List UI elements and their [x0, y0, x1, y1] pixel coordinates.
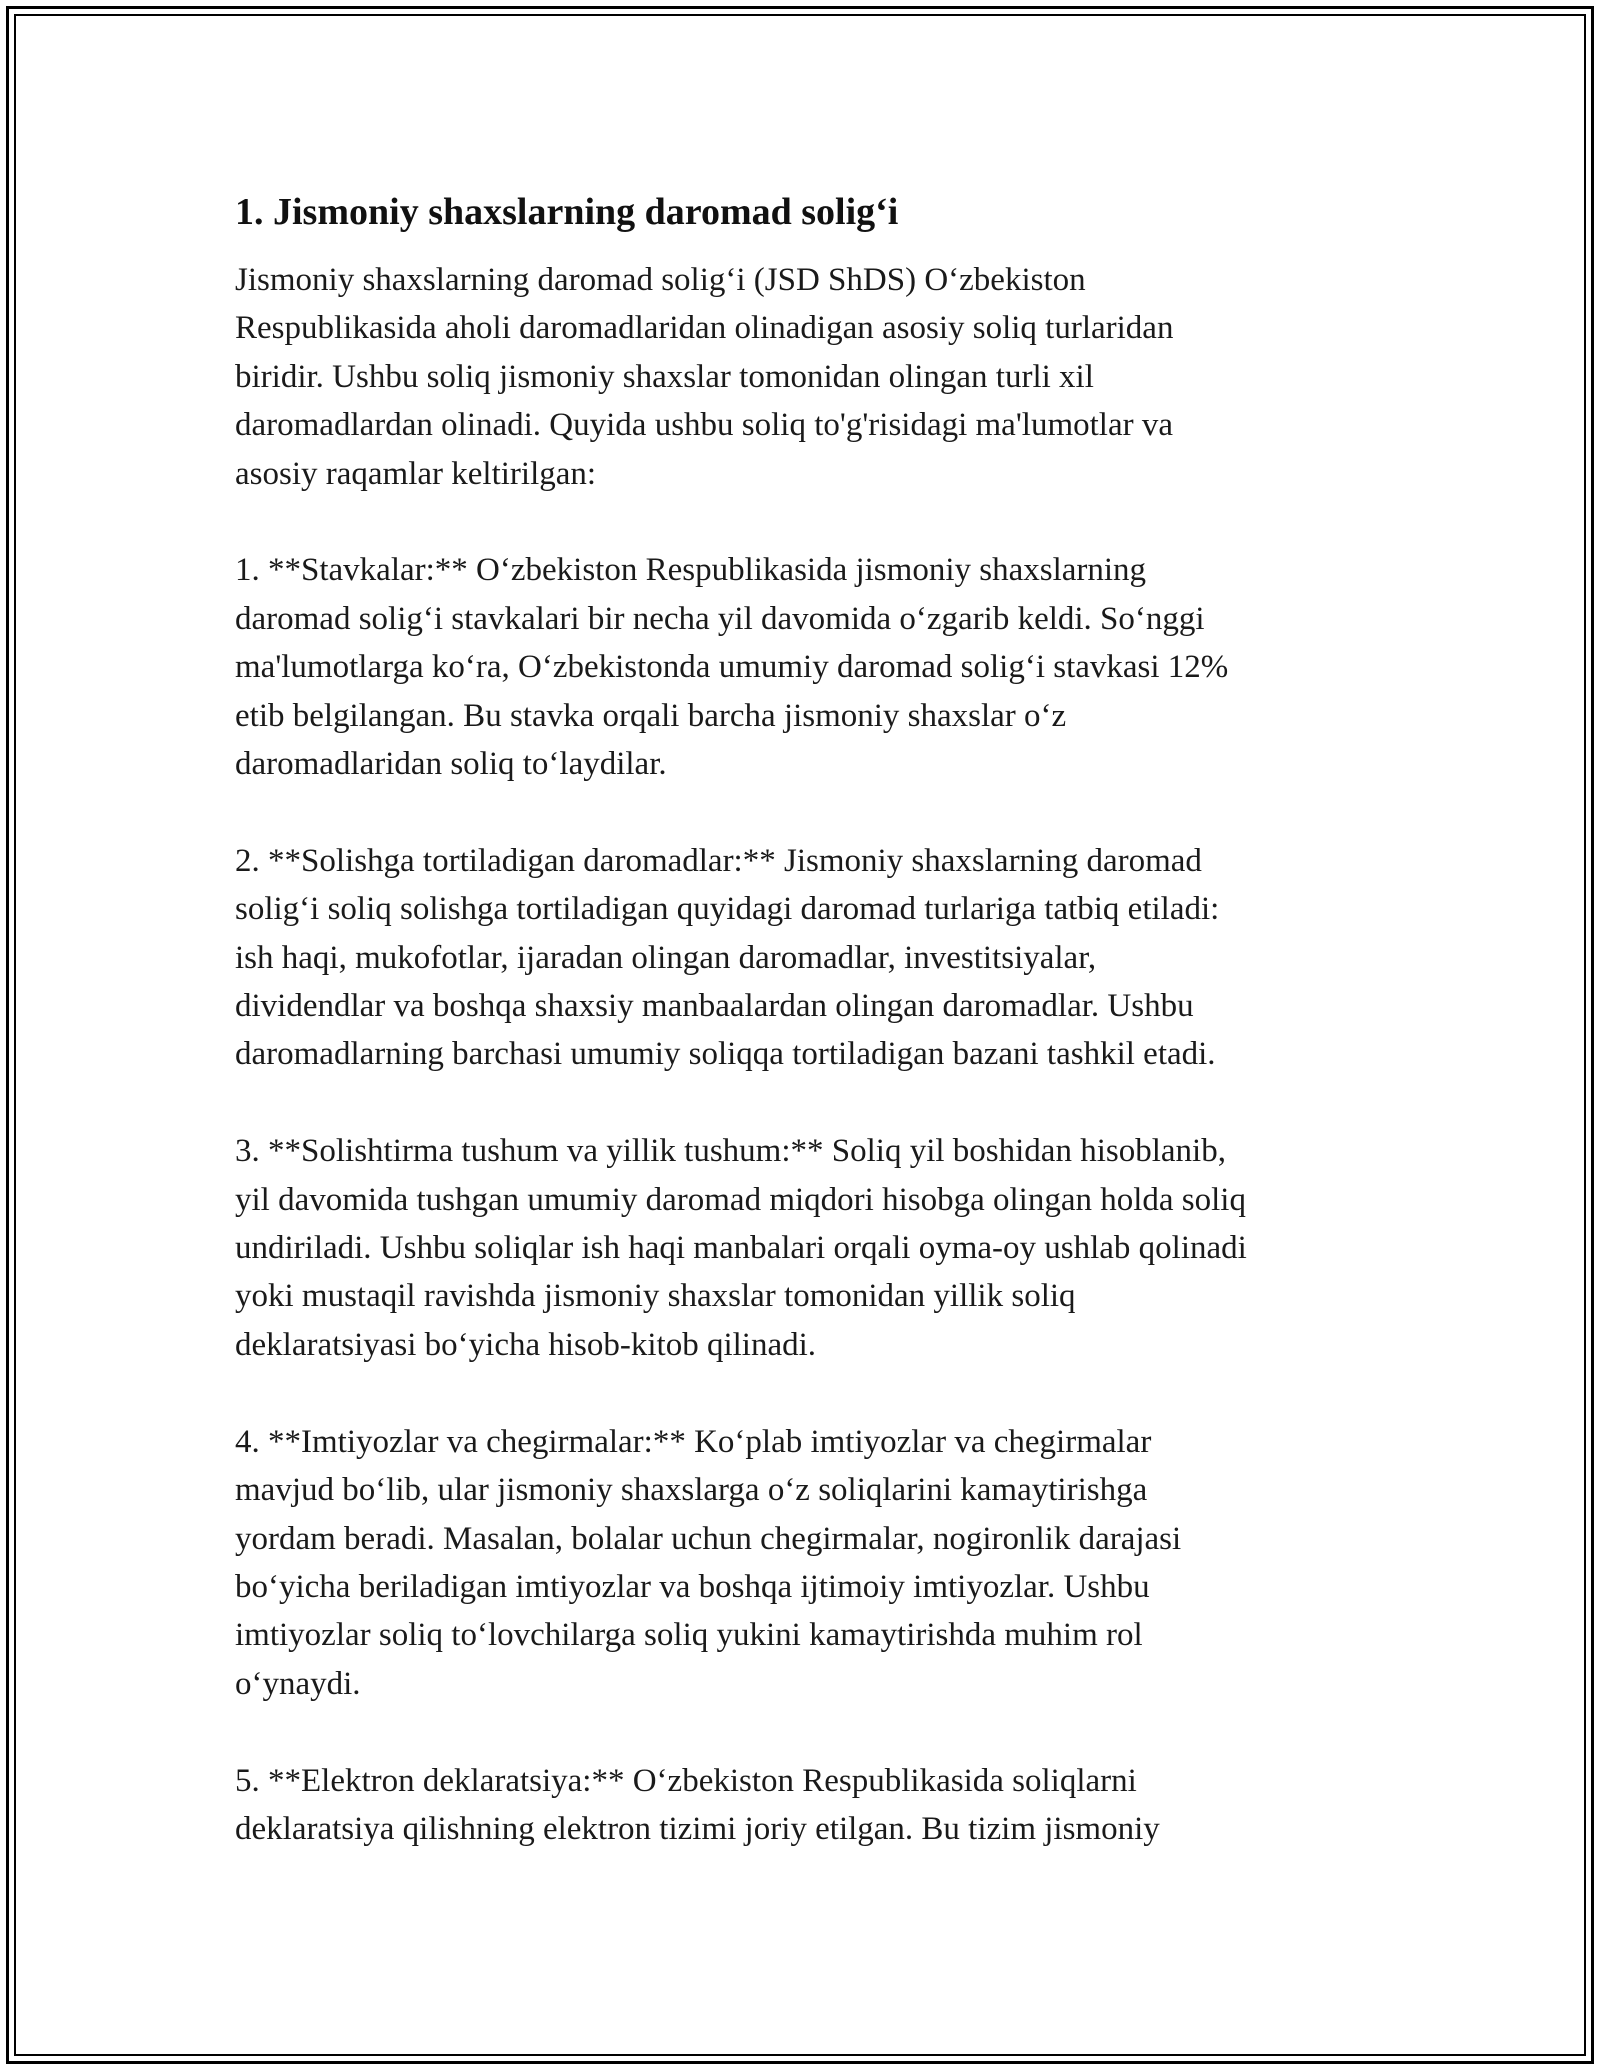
paragraph-line: Respublikasida aholi daromadlaridan olinadigan asosiy soliq turlaridan	[235, 310, 1174, 347]
paragraph-line: daromadlardan olinadi. Quyida ushbu soliq to'g'risidagi ma'lumotlar va	[235, 407, 1173, 444]
paragraph-line: asosiy raqamlar keltirilgan:	[235, 455, 597, 492]
paragraph-line: daromadlaridan soliq to‘laydilar.	[235, 746, 667, 783]
paragraph-line: deklaratsiyasi bo‘yicha hisob-kitob qilinadi.	[235, 1326, 817, 1363]
paragraph-line: dividendlar va boshqa shaxsiy manbaalardan olingan daromadlar. Ushbu	[235, 988, 1194, 1025]
paragraph-line: 3. **Solishtirma tushum va yillik tushum:** Soliq yil boshidan hisoblanib,	[235, 1133, 1226, 1170]
paragraph-line: 1. **Stavkalar:** O‘zbekiston Respublikasida jismoniy shaxslarning	[235, 552, 1147, 589]
paragraph-line: solig‘i soliq solishga tortiladigan quyidagi daromad turlariga tatbiq etiladi:	[235, 891, 1220, 928]
intro-paragraph	[235, 256, 1385, 498]
paragraph-line: Jismoniy shaxslarning daromad solig‘i (JSD ShDS) O‘zbekiston	[235, 262, 1086, 298]
item-taxable-income-paragraph	[235, 837, 1385, 1079]
paragraph-line: bo‘yicha beriladigan imtiyozlar va boshqa ijtimoiy imtiyozlar. Ushbu	[235, 1568, 1150, 1605]
document-title: 1. Jismoniy shaxslarning daromad solig‘i	[235, 191, 899, 233]
paragraph-line: yoki mustaqil ravishda jismoniy shaxslar tomonidan yillik soliq	[235, 1278, 1076, 1315]
paragraph-line: deklaratsiya qilishning elektron tizimi joriy etilgan. Bu tizim jismoniy	[235, 1810, 1160, 1847]
item-benefits-paragraph	[235, 1418, 1385, 1708]
paragraph-line: ma'lumotlarga ko‘ra, O‘zbekistonda umumiy daromad solig‘i stavkasi 12%	[235, 649, 1229, 686]
paragraph-line: mavjud bo‘lib, ular jismoniy shaxslarga o‘z soliqlarini kamaytirishga	[235, 1472, 1148, 1509]
paragraph-line: imtiyozlar soliq to‘lovchilarga soliq yukini kamaytirishda muhim rol	[235, 1617, 1143, 1654]
paragraph-line: biridir. Ushbu soliq jismoniy shaxslar tomonidan olingan turli xil	[235, 358, 1094, 395]
paragraph-line: yordam beradi. Masalan, bolalar uchun chegirmalar, nogironlik darajasi	[235, 1520, 1182, 1557]
item-electronic-declaration-paragraph	[235, 1757, 1385, 1854]
document-body	[235, 180, 1385, 1902]
paragraph-line: etib belgilangan. Bu stavka orqali barcha jismoniy shaxslar o‘z	[235, 697, 1067, 734]
paragraph-line: yil davomida tushgan umumiy daromad miqdori hisobga olingan holda soliq	[235, 1181, 1246, 1218]
paragraph-line: daromad solig‘i stavkalari bir necha yil davomida o‘zgarib keldi. So‘nggi	[235, 600, 1205, 637]
paragraph-line: undiriladi. Ushbu soliqlar ish haqi manbalari orqali oyma-oy ushlab qolinadi	[235, 1230, 1247, 1267]
paragraph-line: 4. **Imtiyozlar va chegirmalar:** Ko‘plab imtiyozlar va chegirmalar	[235, 1423, 1152, 1460]
item-stavkalar-paragraph	[235, 546, 1385, 788]
paragraph-line: 2. **Solishga tortiladigan daromadlar:** Jismoniy shaxslarning daromad	[235, 842, 1202, 879]
paragraph-line: 5. **Elektron deklaratsiya:** O‘zbekiston Respublikasida soliqlarni	[235, 1762, 1137, 1799]
item-annual-revenue-paragraph	[235, 1127, 1385, 1369]
paragraph-line: daromadlarning barchasi umumiy soliqqa tortiladigan bazani tashkil etadi.	[235, 1036, 1216, 1073]
paragraph-line: ish haqi, mukofotlar, ijaradan olingan daromadlar, investitsiyalar,	[235, 939, 1097, 976]
paragraph-line: o‘ynaydi.	[235, 1665, 361, 1702]
